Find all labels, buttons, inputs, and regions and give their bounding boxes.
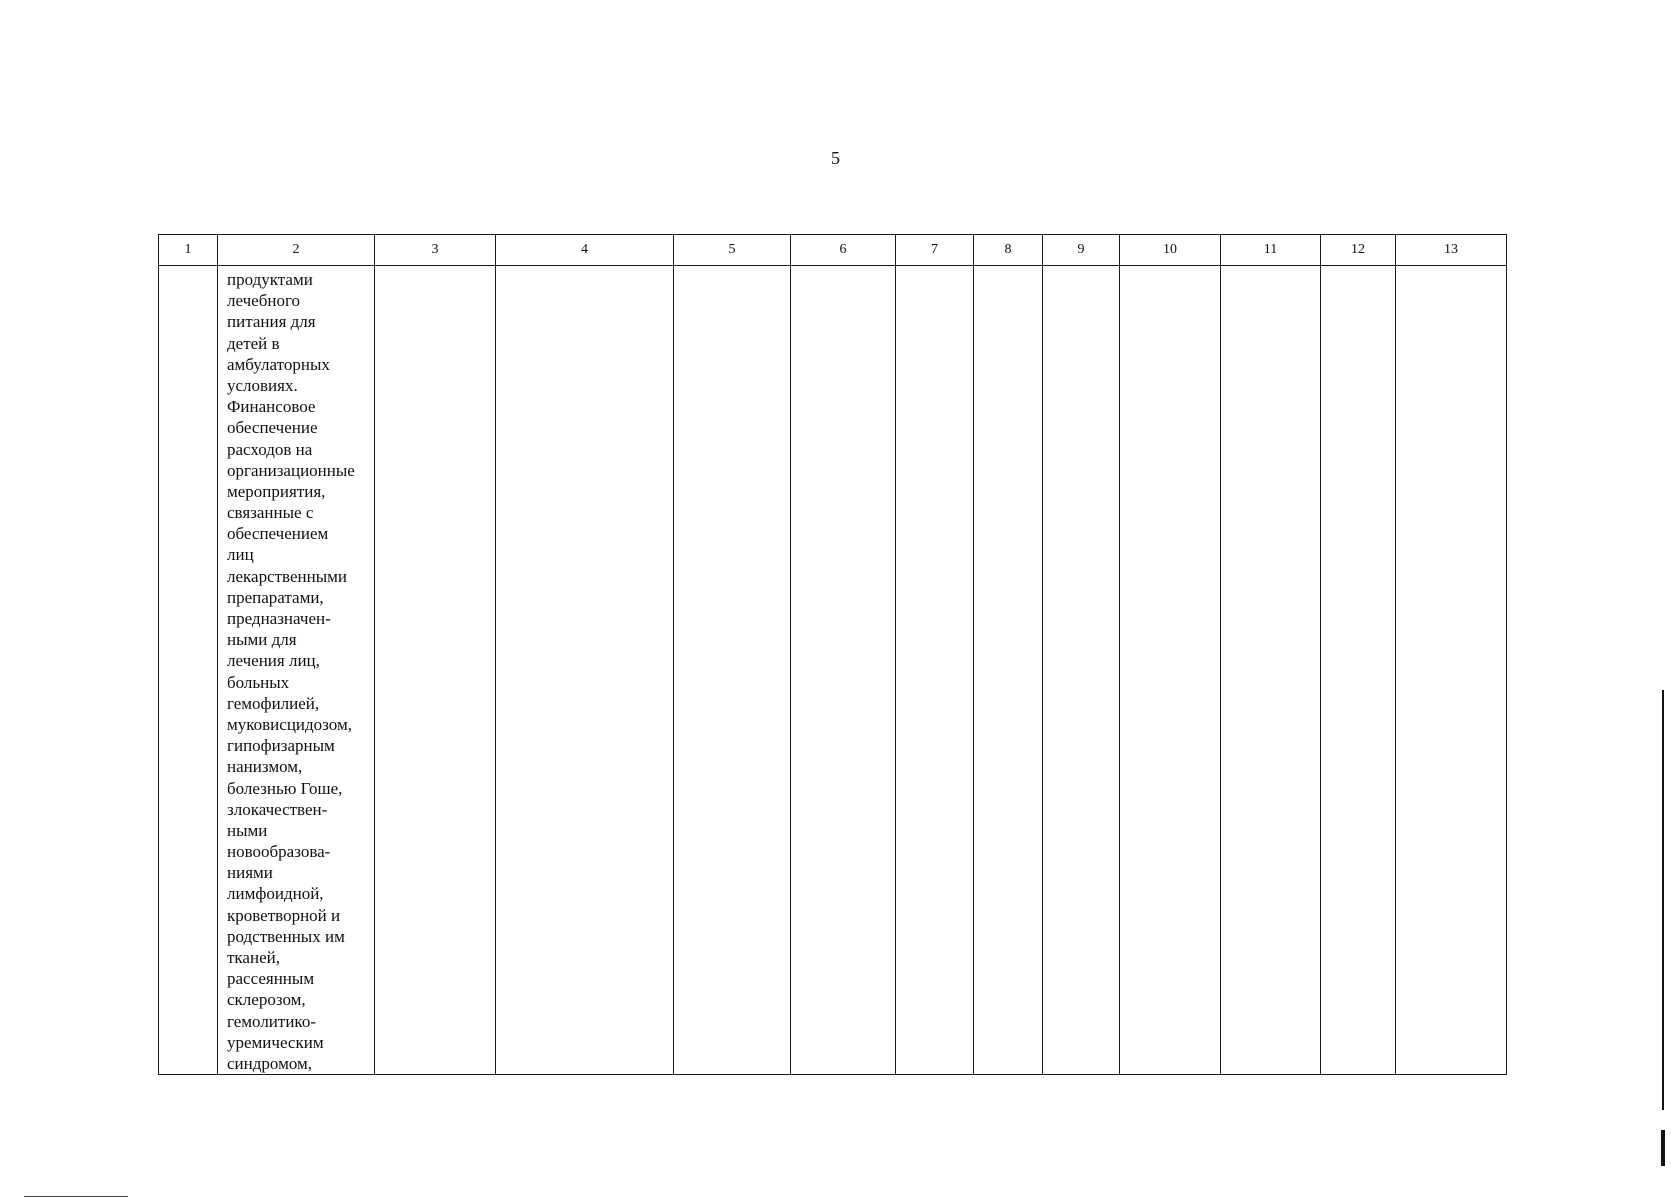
scan-line-artifact: [24, 1196, 128, 1197]
cell-text-line: лечения лиц,: [227, 651, 320, 671]
cell-text-line: ными для: [227, 630, 297, 650]
cell-text-line: лечебного: [227, 291, 300, 311]
cell-text-line: условиях.: [227, 375, 298, 395]
cell-text-line: гипофизарным: [227, 736, 335, 756]
data-table: [158, 234, 1507, 1075]
cell-text-line: гемофилией,: [227, 693, 320, 713]
cell-text-line: мероприятия,: [227, 481, 326, 501]
cell-text-line: обеспечением: [227, 524, 329, 544]
table-cell-col13: [1396, 266, 1507, 1075]
cell-text-line: родственных им: [227, 926, 345, 946]
column-header-10: 10: [1120, 235, 1221, 266]
column-header-6: 6: [791, 235, 896, 266]
cell-text-line: ными: [227, 820, 268, 840]
cell-text-line: лекарственными: [227, 566, 347, 586]
table-cell-col4: [496, 266, 674, 1075]
cell-text-line: болезнью Гоше,: [227, 778, 343, 798]
table-cell-col7: [896, 266, 974, 1075]
table-cell-col1: [159, 266, 218, 1075]
column-header-12: 12: [1321, 235, 1396, 266]
cell-text-line: рассеянным: [227, 969, 315, 989]
column-header-7: 7: [896, 235, 974, 266]
column-header-8: 8: [974, 235, 1043, 266]
cell-text-line: продуктами: [227, 270, 313, 289]
cell-text-line: больных: [227, 672, 290, 692]
table-cell-col3: [375, 266, 496, 1075]
column-header-13: 13: [1396, 235, 1507, 266]
cell-text-line: лиц: [227, 545, 254, 565]
table-cell-col12: [1321, 266, 1396, 1075]
cell-text-description: [218, 266, 374, 1074]
scan-edge-artifact: [1653, 0, 1671, 1200]
scan-mark: [1662, 690, 1664, 1110]
table-row: [159, 266, 1507, 1075]
cell-text-line: предназначен-: [227, 609, 331, 628]
column-header-1: 1: [159, 235, 218, 266]
header-row: [159, 235, 1507, 266]
column-header-11: 11: [1221, 235, 1321, 266]
cell-text-line: новообразова-: [227, 842, 331, 862]
cell-text-line: злокачествен-: [227, 799, 328, 819]
column-header-3: 3: [375, 235, 496, 266]
cell-text-line: расходов на: [227, 439, 313, 459]
cell-text-line: связанные с: [227, 503, 314, 523]
cell-text-line: питания для: [227, 312, 316, 332]
cell-text-line: нанизмом,: [227, 757, 303, 777]
scan-mark: [1661, 1130, 1665, 1166]
column-header-2: 2: [218, 235, 375, 266]
cell-text-line: тканей,: [227, 948, 280, 967]
table-cell-col11: [1221, 266, 1321, 1075]
column-header-4: 4: [496, 235, 674, 266]
table-cell-col2: [218, 266, 375, 1075]
table-cell-col5: [674, 266, 791, 1075]
cell-text-line: муковисцидозом,: [227, 714, 352, 734]
cell-text-line: кроветворной и: [227, 905, 341, 925]
page-number: 5: [831, 148, 840, 168]
cell-text-line: склерозом,: [227, 990, 306, 1010]
cell-text-line: ниями: [227, 863, 273, 883]
cell-text-line: уремическим: [227, 1032, 324, 1052]
column-header-9: 9: [1043, 235, 1120, 266]
cell-text-line: синдромом,: [227, 1053, 313, 1073]
table-cell-col6: [791, 266, 896, 1075]
cell-text-line: обеспечение: [227, 418, 318, 438]
cell-text-line: лимфоидной,: [227, 884, 324, 904]
table-cell-col9: [1043, 266, 1120, 1075]
cell-text-line: организационные: [227, 460, 355, 480]
column-header-5: 5: [674, 235, 791, 266]
cell-text-line: амбулаторных: [227, 354, 330, 374]
cell-text-line: препаратами,: [227, 587, 324, 607]
cell-text-line: детей в: [227, 333, 280, 353]
cell-text-line: Финансовое: [227, 397, 316, 417]
table-cell-col8: [974, 266, 1043, 1075]
table-cell-col10: [1120, 266, 1221, 1075]
cell-text-line: гемолитико-: [227, 1011, 316, 1031]
